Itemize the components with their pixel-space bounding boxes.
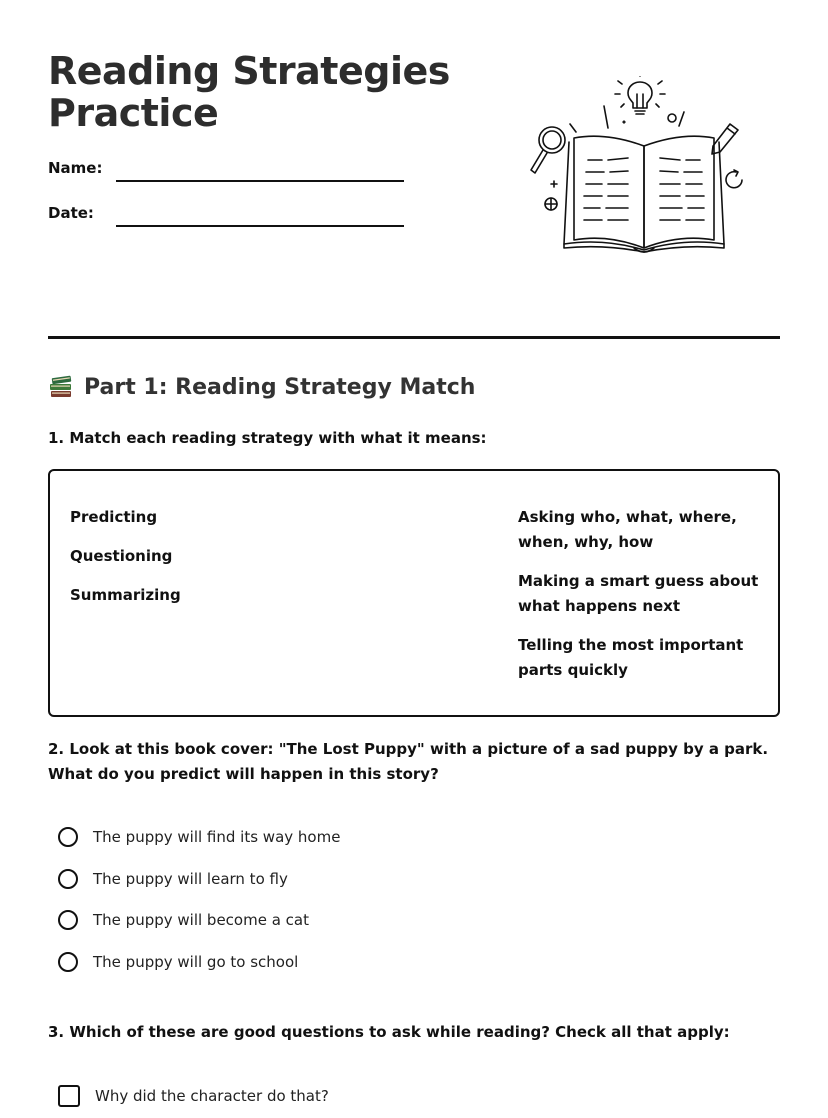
question-2: 2. Look at this book cover: "The Lost Puppy" with a picture of a sad puppy by a park. What do you predict will happen in this story? <box>48 740 769 783</box>
strategy-item: Summarizing <box>70 586 181 604</box>
meaning-list <box>518 505 766 697</box>
radio-option[interactable] <box>58 952 298 972</box>
part-1-title: Part 1: Reading Strategy Match <box>84 374 476 400</box>
radio-button[interactable] <box>58 952 78 972</box>
option-label: Why did the character do that? <box>95 1087 329 1105</box>
option-label: The puppy will find its way home <box>93 828 341 846</box>
strategy-item: Questioning <box>70 547 173 565</box>
meaning-item: Making a smart guess about what happens next <box>518 572 759 615</box>
option-label: The puppy will learn to fly <box>93 870 288 888</box>
date-label: Date: <box>48 204 94 222</box>
radio-button[interactable] <box>58 869 78 889</box>
open-book-icon <box>524 76 756 256</box>
strategy-item: Predicting <box>70 508 158 526</box>
page-title <box>48 50 450 134</box>
checkbox[interactable] <box>58 1085 80 1107</box>
date-field[interactable] <box>116 225 404 227</box>
name-label: Name: <box>48 159 103 177</box>
question-3: 3. Which of these are good questions to ask while reading? Check all that apply: <box>48 1023 730 1041</box>
section-divider <box>48 336 780 339</box>
radio-button[interactable] <box>58 827 78 847</box>
option-label: The puppy will go to school <box>93 953 299 971</box>
radio-option[interactable] <box>58 827 340 847</box>
part-1-heading <box>48 374 475 400</box>
title-line-2: Practice <box>48 91 219 135</box>
name-field[interactable] <box>116 180 404 182</box>
match-box <box>48 469 780 717</box>
meaning-item: Asking who, what, where, when, why, how <box>518 508 737 551</box>
meaning-item: Telling the most important parts quickly <box>518 636 744 679</box>
radio-button[interactable] <box>58 910 78 930</box>
checkbox-option[interactable] <box>58 1085 329 1107</box>
radio-option[interactable] <box>58 869 288 889</box>
radio-option[interactable] <box>58 910 309 930</box>
option-label: The puppy will become a cat <box>93 911 309 929</box>
strategy-list <box>70 505 181 622</box>
question-1: 1. Match each reading strategy with what it means: <box>48 429 487 447</box>
title-line-1: Reading Strategies <box>48 49 450 93</box>
books-icon <box>48 374 74 400</box>
